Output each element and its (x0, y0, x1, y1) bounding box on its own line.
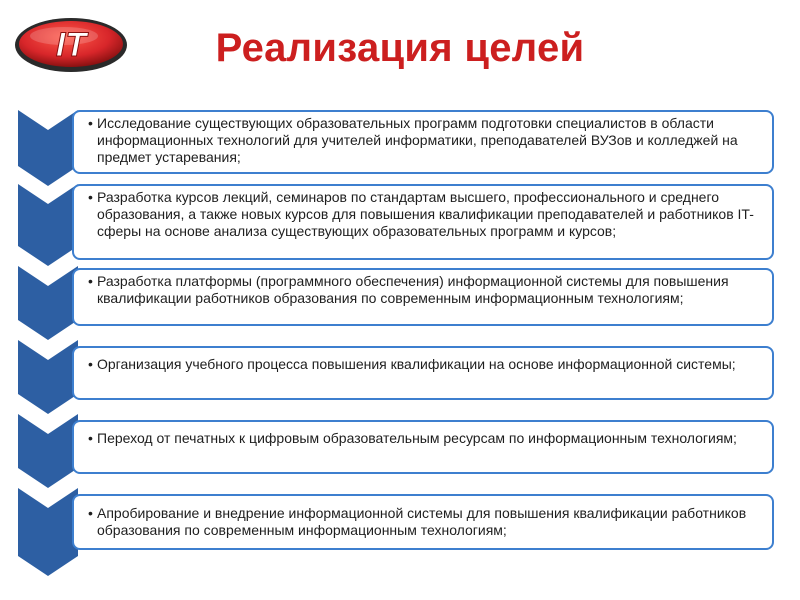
goal-item (72, 184, 774, 260)
chevron-arrow-icon (18, 110, 78, 190)
bullet: • (88, 505, 93, 521)
chevron-arrow-icon (18, 340, 78, 418)
chevron-arrow-icon (18, 266, 78, 344)
bullet: • (88, 430, 93, 446)
chevron-arrow-icon (18, 184, 78, 270)
it-logo (12, 14, 130, 74)
bullet: • (88, 115, 93, 131)
goal-item (72, 268, 774, 326)
goal-item (72, 110, 774, 174)
goal-text: Исследование существующих образовательных программ подготовки специалистов в области информационных технологий для учителей информатики, преподавателей ВУЗов и колледжей на предмет устаревания; (97, 115, 738, 165)
chevron-arrow-icon (18, 414, 78, 492)
goal-text: Апробирование и внедрение информационной системы для повышения квалификации работников образования по современным информационным технологиям; (97, 505, 747, 538)
bullet: • (88, 189, 93, 205)
logo-text: IT (55, 26, 87, 64)
bullet: • (88, 273, 93, 289)
goal-text: Разработка платформы (программного обеспечения) информационной системы для повышения квалификации работников образования по современным информационным технологиям; (97, 273, 729, 306)
goal-text: Организация учебного процесса повышения квалификации на основе информационной системы; (97, 356, 736, 372)
goal-text: Переход от печатных к цифровым образовательным ресурсам по информационным технологиям; (97, 430, 737, 446)
goal-item (72, 346, 774, 400)
goal-text: Разработка курсов лекций, семинаров по стандартам высшего, профессионального и среднего образования, а также новых курсов для повышения квалификации преподавателей и работников IT-сферы на основе анализа существующих образовательных программ и курсов; (97, 189, 754, 239)
bullet: • (88, 356, 93, 372)
chevron-arrow-icon (18, 488, 78, 580)
page-title: Реализация целей (215, 26, 585, 70)
goal-item (72, 494, 774, 550)
goal-item (72, 420, 774, 474)
